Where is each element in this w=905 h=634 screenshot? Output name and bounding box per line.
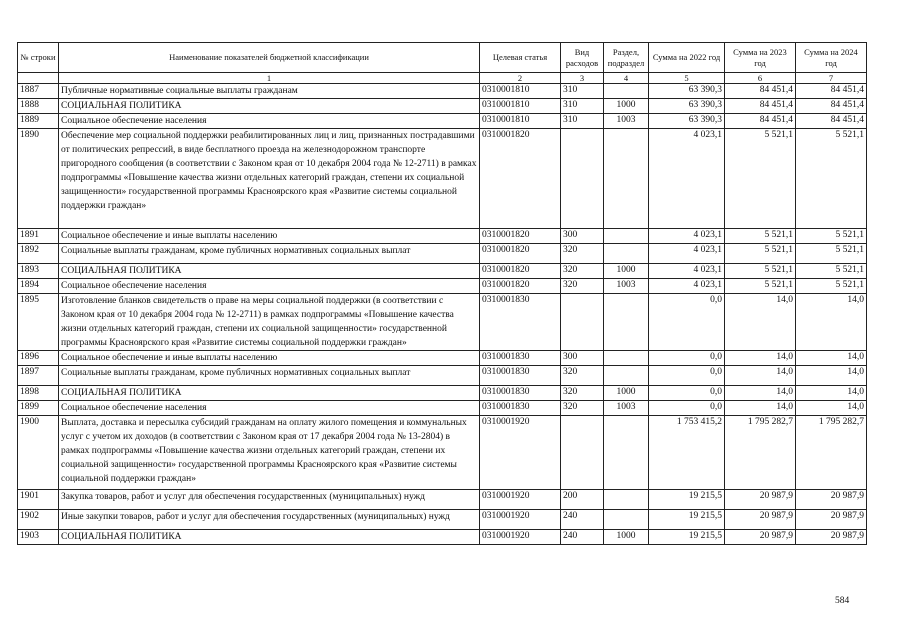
row-number: 1890 xyxy=(18,129,59,229)
sum-2022: 0,0 xyxy=(649,386,725,401)
sum-2024: 1 795 282,7 xyxy=(796,416,867,490)
row-number: 1888 xyxy=(18,99,59,114)
sum-2024: 14,0 xyxy=(796,366,867,386)
target-article: 0310001810 xyxy=(480,84,561,99)
target-article: 0310001830 xyxy=(480,351,561,366)
sum-2022: 19 215,5 xyxy=(649,490,725,510)
row-number: 1896 xyxy=(18,351,59,366)
target-article: 0310001920 xyxy=(480,530,561,545)
row-number: 1889 xyxy=(18,114,59,129)
row-number: 1894 xyxy=(18,279,59,294)
table-row xyxy=(18,244,867,264)
expense-kind: 240 xyxy=(561,510,604,530)
sum-2023: 14,0 xyxy=(725,366,796,386)
column-number: 7 xyxy=(796,73,867,84)
page-number: 584 xyxy=(835,596,850,606)
expense-kind: 300 xyxy=(561,229,604,244)
section-code xyxy=(604,294,649,351)
sum-2024: 20 987,9 xyxy=(796,510,867,530)
indicator-name: Социальные выплаты гражданам, кроме публичных нормативных социальных выплат xyxy=(59,244,480,264)
section-code xyxy=(604,129,649,229)
section-code: 1003 xyxy=(604,114,649,129)
sum-2024: 5 521,1 xyxy=(796,279,867,294)
section-code xyxy=(604,244,649,264)
sum-2023: 5 521,1 xyxy=(725,264,796,279)
sum-2022: 63 390,3 xyxy=(649,84,725,99)
sum-2023: 84 451,4 xyxy=(725,99,796,114)
target-article: 0310001830 xyxy=(480,386,561,401)
section-code xyxy=(604,490,649,510)
row-number: 1897 xyxy=(18,366,59,386)
sum-2022: 0,0 xyxy=(649,351,725,366)
sum-2023: 5 521,1 xyxy=(725,279,796,294)
target-article: 0310001920 xyxy=(480,416,561,490)
sum-2023: 1 795 282,7 xyxy=(725,416,796,490)
section-code xyxy=(604,416,649,490)
row-number: 1903 xyxy=(18,530,59,545)
indicator-name: Обеспечение мер социальной поддержки реабилитированных лиц и лиц, признанных пострадавшими от политических репрессий, в виде бесплатного проезда на железнодорожном транспорте пригородного сообщения (в соответствии с Законом края от 10 декабря 2004 года № 12-2711) в рамках подпрограммы «Повышение качества жизни отдельных категорий граждан, степени их социальной защищенности» государственной программы Красноярского края «Развитие системы социальной поддержки граждан» xyxy=(59,129,480,229)
header-target-article: Целевая статья xyxy=(480,43,561,73)
table-row xyxy=(18,366,867,386)
sum-2024: 14,0 xyxy=(796,294,867,351)
sum-2024: 5 521,1 xyxy=(796,129,867,229)
target-article: 0310001920 xyxy=(480,490,561,510)
table-row xyxy=(18,351,867,366)
sum-2024: 5 521,1 xyxy=(796,244,867,264)
expense-kind xyxy=(561,416,604,490)
sum-2022: 19 215,5 xyxy=(649,530,725,545)
indicator-name: СОЦИАЛЬНАЯ ПОЛИТИКА xyxy=(59,386,480,401)
target-article: 0310001830 xyxy=(480,294,561,351)
sum-2024: 14,0 xyxy=(796,401,867,416)
expense-kind: 320 xyxy=(561,244,604,264)
sum-2023: 20 987,9 xyxy=(725,490,796,510)
indicator-name: Социальное обеспечение населения xyxy=(59,114,480,129)
section-code xyxy=(604,229,649,244)
sum-2022: 4 023,1 xyxy=(649,279,725,294)
sum-2022: 63 390,3 xyxy=(649,114,725,129)
table-row xyxy=(18,294,867,351)
sum-2023: 14,0 xyxy=(725,401,796,416)
sum-2022: 63 390,3 xyxy=(649,99,725,114)
sum-2024: 84 451,4 xyxy=(796,114,867,129)
indicator-name: Публичные нормативные социальные выплаты гражданам xyxy=(59,84,480,99)
target-article: 0310001820 xyxy=(480,129,561,229)
target-article: 0310001920 xyxy=(480,510,561,530)
row-number: 1893 xyxy=(18,264,59,279)
column-number: 6 xyxy=(725,73,796,84)
indicator-name: Выплата, доставка и пересылка субсидий гражданам на оплату жилого помещения и коммунальных услуг с учетом их доходов (в соответствии с Законом края от 17 декабря 2004 года № 13-2804) в рамках подпрограммы «Повышение качества жизни отдельных категорий граждан, степени их социальной защищенности» государственной программы Красноярского края «Развитие системы социальной поддержки граждан» xyxy=(59,416,480,490)
indicator-name: Социальное обеспечение и иные выплаты населению xyxy=(59,351,480,366)
table-row xyxy=(18,416,867,490)
sum-2022: 0,0 xyxy=(649,366,725,386)
sum-2022: 4 023,1 xyxy=(649,264,725,279)
section-code: 1003 xyxy=(604,279,649,294)
column-numbers-row xyxy=(18,73,867,84)
table-row xyxy=(18,510,867,530)
header-sum-2024: Сумма на 2024 год xyxy=(796,43,867,73)
column-number: 5 xyxy=(649,73,725,84)
target-article: 0310001820 xyxy=(480,244,561,264)
indicator-name: Изготовление бланков свидетельств о праве на меры социальной поддержки (в соответствии с Законом края от 10 декабря 2004 года № 12-2711) в рамках подпрограммы «Повышение качества жизни отдельных категорий граждан, степени их социальной защищенности» государственной программы Красноярского края «Развитие системы социальной поддержки граждан» xyxy=(59,294,480,351)
budget-table xyxy=(17,42,867,545)
header-row-number: № строки xyxy=(18,43,59,73)
sum-2023: 20 987,9 xyxy=(725,510,796,530)
table-row xyxy=(18,279,867,294)
column-number: 2 xyxy=(480,73,561,84)
target-article: 0310001820 xyxy=(480,229,561,244)
expense-kind xyxy=(561,294,604,351)
indicator-name: СОЦИАЛЬНАЯ ПОЛИТИКА xyxy=(59,530,480,545)
expense-kind: 320 xyxy=(561,264,604,279)
sum-2023: 84 451,4 xyxy=(725,84,796,99)
expense-kind: 200 xyxy=(561,490,604,510)
table-row xyxy=(18,99,867,114)
sum-2024: 84 451,4 xyxy=(796,84,867,99)
section-code xyxy=(604,510,649,530)
sum-2023: 5 521,1 xyxy=(725,229,796,244)
header-section: Раздел, подраздел xyxy=(604,43,649,73)
indicator-name: Социальное обеспечение и иные выплаты населению xyxy=(59,229,480,244)
indicator-name: Социальное обеспечение населения xyxy=(59,401,480,416)
target-article: 0310001830 xyxy=(480,366,561,386)
row-number: 1895 xyxy=(18,294,59,351)
column-number: 4 xyxy=(604,73,649,84)
sum-2024: 20 987,9 xyxy=(796,530,867,545)
expense-kind: 300 xyxy=(561,351,604,366)
sum-2024: 20 987,9 xyxy=(796,490,867,510)
sum-2022: 4 023,1 xyxy=(649,129,725,229)
header-sum-2022: Сумма на 2022 год xyxy=(649,43,725,73)
table-body xyxy=(18,84,867,545)
table-row xyxy=(18,264,867,279)
row-number: 1892 xyxy=(18,244,59,264)
sum-2022: 19 215,5 xyxy=(649,510,725,530)
sum-2024: 14,0 xyxy=(796,386,867,401)
expense-kind: 320 xyxy=(561,401,604,416)
column-number: 1 xyxy=(59,73,480,84)
expense-kind: 320 xyxy=(561,279,604,294)
table-row xyxy=(18,129,867,229)
section-code xyxy=(604,366,649,386)
indicator-name: СОЦИАЛЬНАЯ ПОЛИТИКА xyxy=(59,99,480,114)
sum-2022: 1 753 415,2 xyxy=(649,416,725,490)
target-article: 0310001820 xyxy=(480,264,561,279)
table-row xyxy=(18,84,867,99)
expense-kind: 320 xyxy=(561,366,604,386)
row-number: 1902 xyxy=(18,510,59,530)
sum-2023: 20 987,9 xyxy=(725,530,796,545)
sum-2023: 84 451,4 xyxy=(725,114,796,129)
row-number: 1898 xyxy=(18,386,59,401)
expense-kind: 240 xyxy=(561,530,604,545)
expense-kind: 310 xyxy=(561,114,604,129)
section-code xyxy=(604,84,649,99)
target-article: 0310001820 xyxy=(480,279,561,294)
sum-2023: 14,0 xyxy=(725,351,796,366)
sum-2022: 0,0 xyxy=(649,294,725,351)
table-row xyxy=(18,401,867,416)
row-number: 1887 xyxy=(18,84,59,99)
sum-2022: 4 023,1 xyxy=(649,244,725,264)
header-expense-kind: Вид расходов xyxy=(561,43,604,73)
sum-2023: 5 521,1 xyxy=(725,244,796,264)
header-sum-2023: Сумма на 2023 год xyxy=(725,43,796,73)
indicator-name: Иные закупки товаров, работ и услуг для обеспечения государственных (муниципальных) нужд xyxy=(59,510,480,530)
sum-2023: 14,0 xyxy=(725,386,796,401)
sum-2022: 4 023,1 xyxy=(649,229,725,244)
target-article: 0310001810 xyxy=(480,99,561,114)
table-row xyxy=(18,114,867,129)
section-code: 1003 xyxy=(604,401,649,416)
row-number: 1901 xyxy=(18,490,59,510)
indicator-name: Социальные выплаты гражданам, кроме публичных нормативных социальных выплат xyxy=(59,366,480,386)
row-number: 1891 xyxy=(18,229,59,244)
column-number xyxy=(18,73,59,84)
sum-2024: 84 451,4 xyxy=(796,99,867,114)
indicator-name: Закупка товаров, работ и услуг для обеспечения государственных (муниципальных) нужд xyxy=(59,490,480,510)
table-header-row xyxy=(18,43,867,73)
header-name: Наименование показателей бюджетной классификации xyxy=(59,43,480,73)
indicator-name: Социальное обеспечение населения xyxy=(59,279,480,294)
sum-2023: 14,0 xyxy=(725,294,796,351)
expense-kind: 310 xyxy=(561,99,604,114)
target-article: 0310001810 xyxy=(480,114,561,129)
table-row xyxy=(18,229,867,244)
indicator-name: СОЦИАЛЬНАЯ ПОЛИТИКА xyxy=(59,264,480,279)
row-number: 1899 xyxy=(18,401,59,416)
sum-2024: 5 521,1 xyxy=(796,229,867,244)
table-row xyxy=(18,386,867,401)
section-code: 1000 xyxy=(604,99,649,114)
sum-2022: 0,0 xyxy=(649,401,725,416)
section-code: 1000 xyxy=(604,530,649,545)
row-number: 1900 xyxy=(18,416,59,490)
expense-kind: 320 xyxy=(561,386,604,401)
sum-2023: 5 521,1 xyxy=(725,129,796,229)
column-number: 3 xyxy=(561,73,604,84)
target-article: 0310001830 xyxy=(480,401,561,416)
sum-2024: 14,0 xyxy=(796,351,867,366)
table-row xyxy=(18,530,867,545)
expense-kind xyxy=(561,129,604,229)
section-code: 1000 xyxy=(604,386,649,401)
table-row xyxy=(18,490,867,510)
section-code: 1000 xyxy=(604,264,649,279)
section-code xyxy=(604,351,649,366)
sum-2024: 5 521,1 xyxy=(796,264,867,279)
expense-kind: 310 xyxy=(561,84,604,99)
